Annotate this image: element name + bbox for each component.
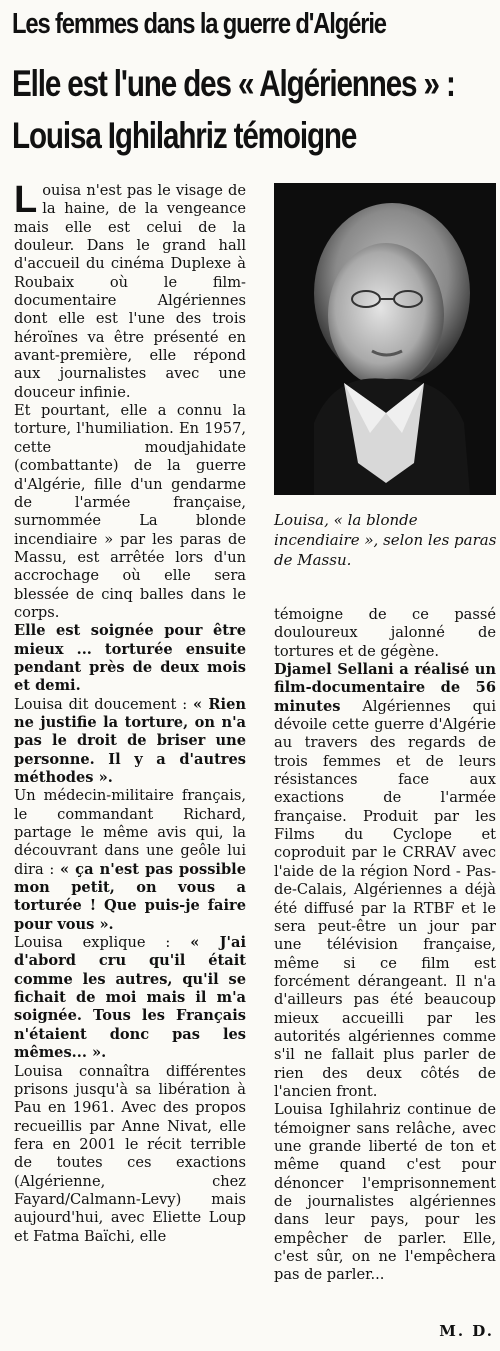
article-column-2 [274,606,496,1312]
documentaire-lead: Djamel Sellani a réalisé un film-documentaire de 56 minutes [274,661,496,715]
author-signature: M. D. [439,1322,494,1340]
paragraph-documentaire [274,661,496,1101]
quote-1: « Rien ne justifie la torture, on n'a pas le droit de briser une personne. Il y a d'autres méthodes ». [14,695,246,786]
quote-2: « ça n'est pas possible mon petit, on vous a torturée ! Que puis-je faire pour vous ». [14,860,246,933]
quote-3: « J'ai d'abord cru qu'il était comme les autres, qu'il se fichait de moi mais il m'a soignée. Tous les Français n'étaient donc pas les mêmes... ». [14,934,246,1062]
lead-text: ouisa n'est pas le visage de la haine, de la vengeance mais elle est celui de la douleur. Dans le grand hall d'accueil du cinéma Duplexe à Roubaix où le film-documentaire Algériennes dont elle est l'une des trois héroïnes va être présenté en avant-première, elle répond aux journalistes avec une douceur infinie. [14,182,246,401]
paragraph-soignee: Elle est soignée pour être mieux ... torturée ensuite pendant près de deux mois et demi. [14,622,246,695]
paragraph-quote-1 [14,696,246,788]
article-column-1 [14,182,246,1344]
quote-1-intro: Louisa dit doucement : [14,695,188,713]
paragraph-torture: Et pourtant, elle a connu la torture, l'humiliation. En 1957, cette moudjahidate (combattante) de la guerre d'Algérie, fille d'un gendarme de l'armée française, surnommée La blonde incendiaire » par les paras de Massu, est arrêtée lors d'un accrochage où elle sera blessée de cinq balles dans le corps. [14,402,246,621]
medecin-text: Un médecin-militaire français, le commandant Richard, partage le même avis qui, la découvrant dans une geôle lui dira : [14,787,246,878]
quote-3-intro: Louisa explique : [14,934,171,952]
portrait-photo [274,183,496,495]
paragraph-conclusion: Louisa Ighilahriz continue de témoigner sans relâche, avec une grande liberté de ton et même quand c'est pour dénoncer l'emprisonnement de journalistes algériennes dans leur pays, pour les empêcher de parler. Elle, c'est sûr, on ne l'empêchera pas de parler... [274,1101,496,1284]
drop-cap: L [14,182,38,221]
lead-paragraph [14,182,246,402]
photo-caption: Louisa, « la blonde incendiaire », selon les paras de Massu. [274,511,497,569]
paragraph-quote-3 [14,934,246,1062]
headline-line-1: Elle est l'une des « Algériennes » : [12,63,455,104]
headline-line-2: Louisa Ighilahriz témoigne [12,115,357,156]
documentaire-text: Algériennes qui dévoile cette guerre d'Algérie au travers des regards de trois femmes et de leurs résistances face aux exactions de l'armée française. Produit par les Films du Cyclope et coproduit par le CRRAV avec l'aide de la région Nord - Pas-de-Calais, Algériennes a déjà été diffusé par la RTBF et le sera peut-être un jour par une télévision française, même si ce film est forcément dérangeant. Il n'a d'ailleurs pas été beaucoup mieux accueilli par les autorités algériennes comme s'il ne fallait plus parler de rien des deux côtés de l'ancien front. [274,697,496,1100]
paragraph-prisons: Louisa connaîtra différentes prisons jusqu'à sa libération à Pau en 1961. Avec des propos recueillis par Anne Nivat, elle fera en 2001 le récit terrible de toutes ces exactions (Algérienne, chez Fayard/Calmann-Levy) mais aujourd'hui, avec Eliette Loup et Fatma Baïchi, elle [14,1062,246,1245]
paragraph-gegene: témoigne de ce passé douloureux jalonné de tortures et de gégène. [274,606,496,660]
paragraph-medecin [14,787,246,934]
article-headline [12,58,455,162]
article-kicker: Les femmes dans la guerre d'Algérie [12,8,386,40]
portrait-image [274,183,496,495]
